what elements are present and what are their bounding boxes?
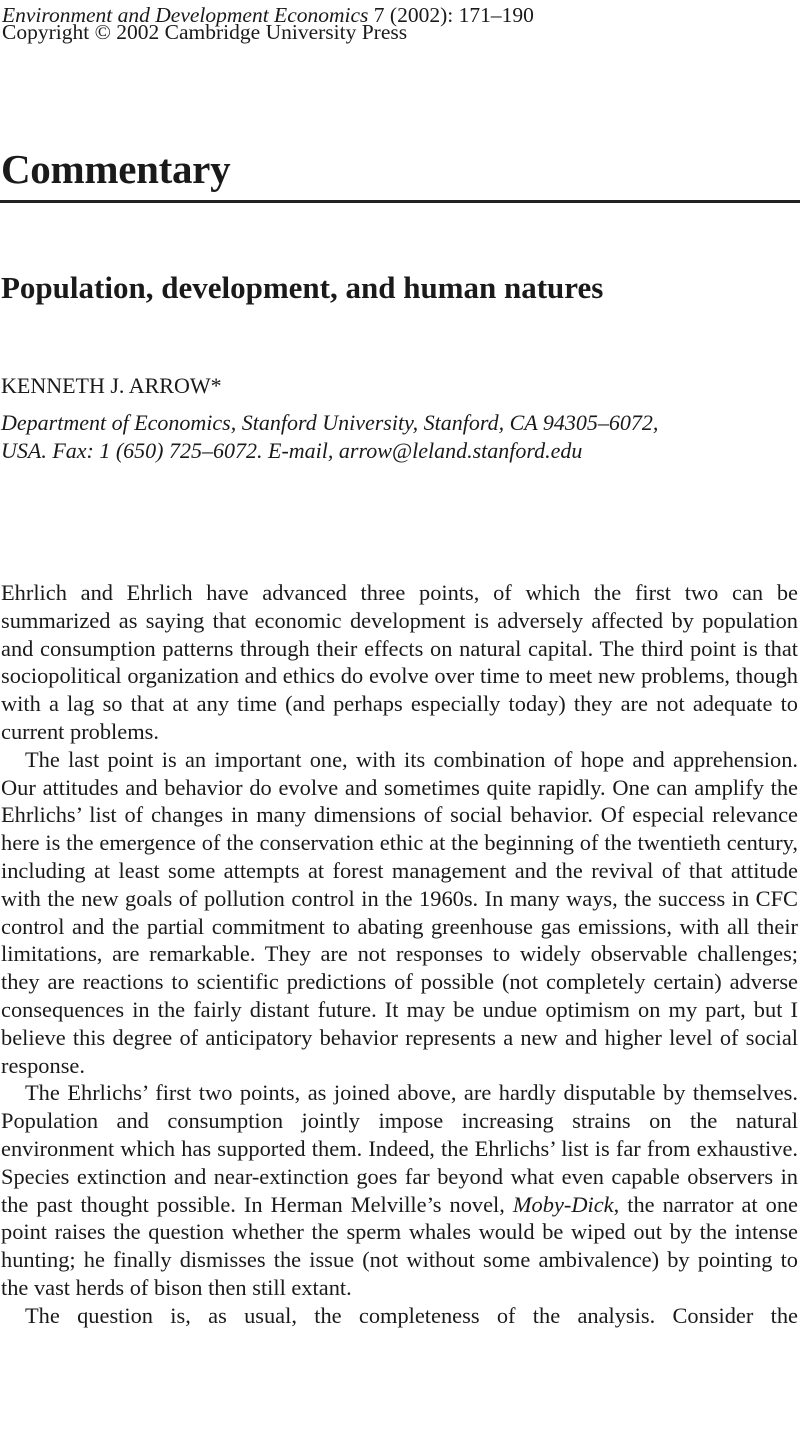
section-title: Commentary (1, 146, 231, 192)
body-paragraph (1, 1079, 798, 1301)
copyright-line: Copyright © 2002 Cambridge University Press (2, 20, 408, 44)
body-paragraph: The question is, as usual, the completeness of the analysis. Consider the (25, 1302, 798, 1328)
body-paragraph: Ehrlich and Ehrlich have advanced three points, of which the first two can be summarized as saying that economic development is adversely affected by population and consumption patterns through their effects on natural capital. The third point is that sociopolitical organization and ethics do evolve over time to meet new problems, though with a lag so that at any time (and perhaps especially today) they are not adequate to current problems. (1, 580, 798, 744)
author-affiliation: Department of Economics, Stanford University, Stanford, CA 94305–6072, (1, 410, 659, 435)
section-divider (0, 200, 800, 203)
article-body (1, 579, 798, 1330)
journal-volume-pages: 7 (2002): 171–190 (368, 3, 534, 27)
paragraph-text: The Ehrlichs’ first two points, as joined above, are hardly disputable by themselves. Population and consumption jointly impose increasing strains on the natural environment which has supported them. Indeed, the Ehrlichs’ list is far from exhaustive. Species extinction and near-extinction goes far beyond what even capable observers in the past thought possible. In Herman Melville’s novel, (1, 1080, 798, 1217)
journal-name: Environment and Development Economics (2, 3, 369, 27)
author-name: KENNETH J. ARROW* (1, 373, 222, 398)
article-title: Population, development, and human natures (1, 270, 604, 305)
paragraph-text: , the narrator at one point raises the question whether the sperm whales would be wiped out by the intense hunting; he finally dismisses the issue (not without some ambivalence) by pointing to the vast herds of bison then still extant. (1, 1191, 798, 1300)
author-contact: USA. Fax: 1 (650) 725–6072. E-mail, arrow@leland.stanford.edu (1, 438, 583, 463)
book-title: Moby-Dick (512, 1191, 614, 1217)
body-paragraph: The last point is an important one, with its combination of hope and apprehension. Our attitudes and behavior do evolve and sometimes quite rapidly. One can amplify the Ehrlichs’ list of changes in many dimensions of social behavior. Of especial relevance here is the emergence of the conservation ethic at the beginning of the twentieth century, including at least some attempts at forest management and the revival of that attitude with the new goals of pollution control in the 1960s. In many ways, the success in CFC control and the partial commitment to abating greenhouse gas emissions, with all their limitations, are remarkable. They are not responses to widely observable challenges; they are reactions to scientific predictions of possible (not completely certain) adverse consequences in the fairly distant future. It may be undue optimism on my part, but I believe this degree of anticipatory behavior represents a new and higher level of social response. (1, 746, 798, 1078)
